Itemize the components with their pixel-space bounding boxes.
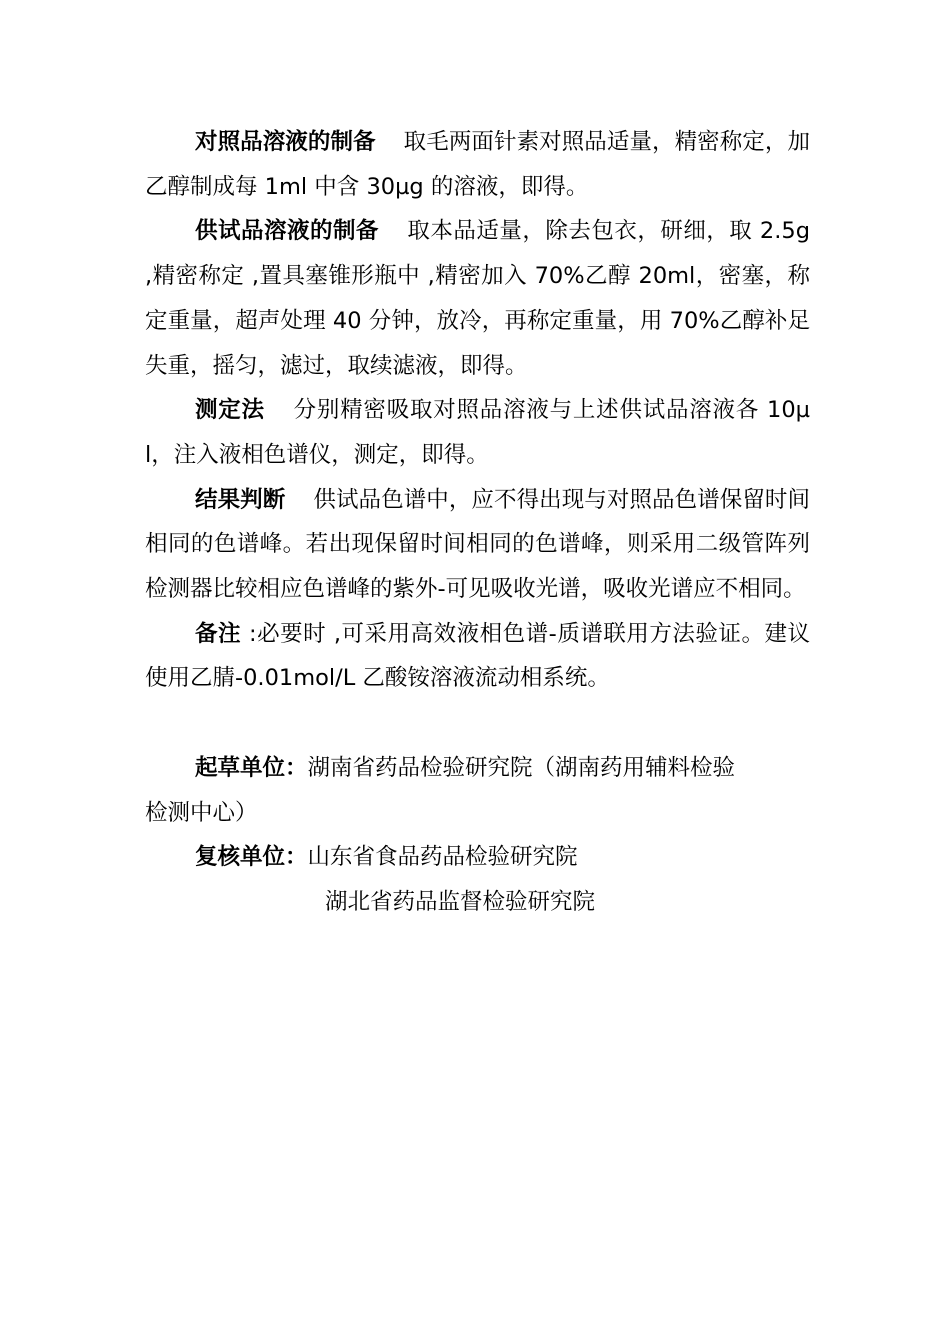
- review-unit-row-2: [145, 880, 810, 925]
- drafting-unit-line2: 检测中心）: [145, 799, 258, 826]
- review-unit-2: 湖北省药品监督检验研究院: [325, 888, 596, 915]
- drafting-label: 起草单位：: [195, 754, 308, 781]
- drafting-unit-row: [145, 746, 810, 791]
- blank-line: [145, 701, 810, 746]
- document-page: [145, 120, 810, 925]
- review-unit-row: [145, 835, 810, 880]
- section-method: [145, 388, 810, 477]
- section-term: 备注: [195, 620, 242, 647]
- section-term: 对照品溶液的制备: [195, 129, 376, 155]
- section-term: 测定法: [195, 397, 265, 424]
- section-judgement: [145, 478, 810, 612]
- section-text: 供试品色谱中，应不得出现与对照品色谱保留时间相同的色谱峰。若出现保留时间相同的色谱峰，则采用二级管阵列检测器比较相应色谱峰的紫外-可见吸收光谱，吸收光谱应不相同。: [145, 486, 810, 603]
- drafting-unit-continued: [145, 791, 810, 836]
- section-text: 分别精密吸取对照品溶液与上述供试品溶液各 10µl，注入液相色谱仪，测定，即得。: [145, 397, 810, 468]
- section-test-solution: [145, 209, 810, 388]
- section-remark: [145, 612, 810, 701]
- review-unit-1: 山东省食品药品检验研究院: [307, 844, 578, 871]
- section-term: 供试品溶液的制备: [195, 218, 379, 245]
- section-text: 取本品适量，除去包衣，研细，取 2.5g ,精密称定 ,置具塞锥形瓶中 ,精密加入 70%乙醇 20ml，密塞，称定重量，超声处理 40 分钟，放冷，再称定重量，用 70%乙醇补足失重，摇匀，滤过，取续滤液，即得。: [145, 218, 810, 379]
- section-reference-solution: [145, 120, 810, 209]
- drafting-unit-line1: 湖南省药品检验研究院（湖南药用辅料检验: [307, 754, 736, 781]
- section-text: 取毛两面针素对照品适量，精密称定，加乙醇制成每 1ml 中含 30µg 的溶液，即得。: [145, 129, 810, 200]
- review-label: 复核单位：: [195, 844, 308, 871]
- section-text: :必要时 ,可采用高效液相色谱-质谱联用方法验证。建议使用乙腈-0.01mol/L 乙酸铵溶液流动相系统。: [145, 620, 810, 692]
- section-term: 结果判断: [195, 486, 286, 513]
